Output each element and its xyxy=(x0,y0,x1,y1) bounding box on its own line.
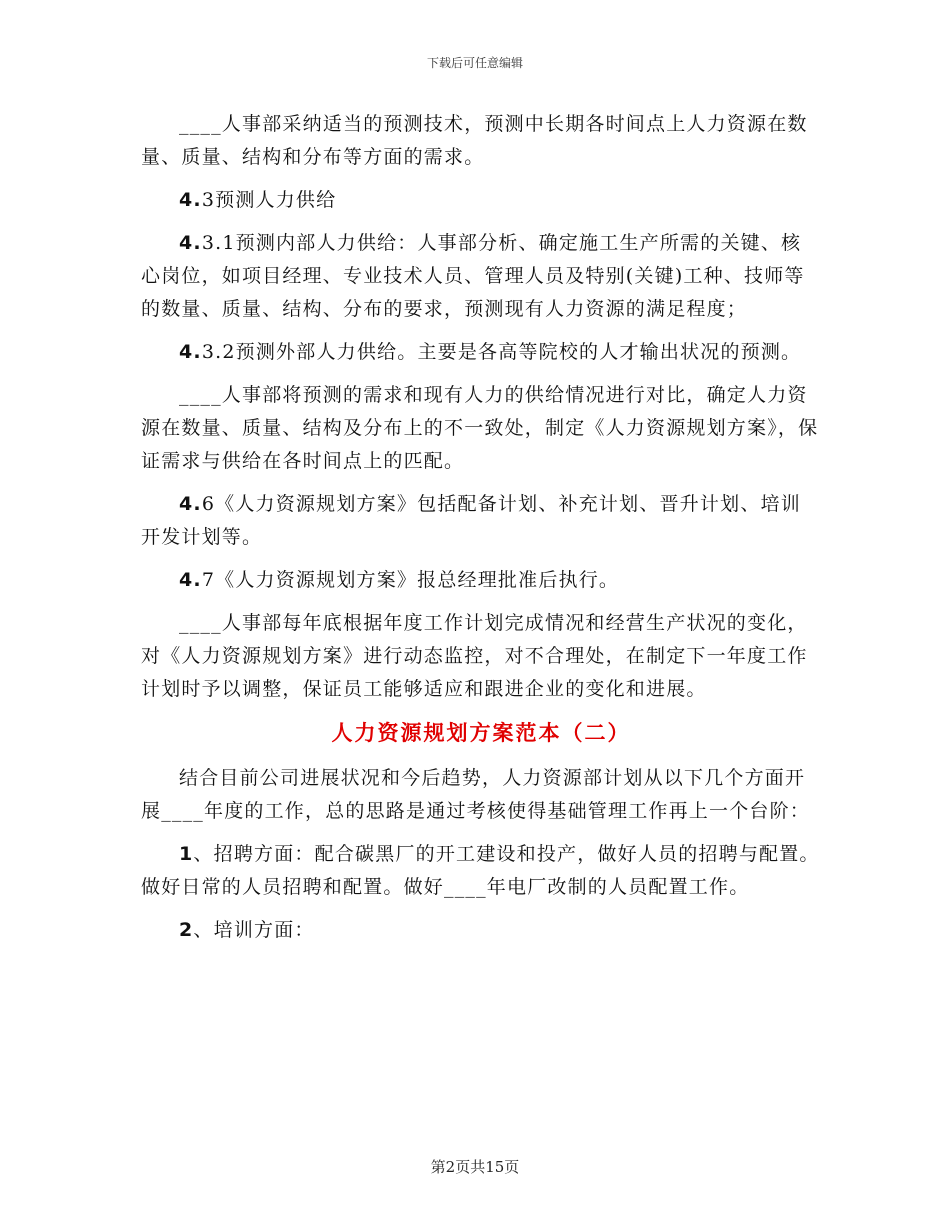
paragraph xyxy=(141,488,821,554)
paragraph xyxy=(141,564,821,597)
paragraph-number: 4. xyxy=(179,569,202,591)
paragraph xyxy=(141,336,821,369)
paragraph-number: 4. xyxy=(179,232,202,254)
paragraph xyxy=(141,184,821,217)
paragraph-text: 结合目前公司进展状况和今后趋势，人力资源部计划从以下几个方面开展____年度的工作，总的思路是通过考核使得基础管理工作再上一个台阶： xyxy=(141,767,811,822)
paragraph xyxy=(141,762,821,828)
page-footer: 第2页共15页 xyxy=(430,1158,520,1176)
paragraph-text: 7《人力资源规划方案》报总经理批准后执行。 xyxy=(201,569,620,591)
paragraph-text: ____人事部将预测的需求和现有人力的供给情况进行对比，确定人力资源在数量、质量、结构及分布上的不一致处，制定《人力资源规划方案》，保证需求与供给在各时间点上的匹配。 xyxy=(141,384,819,472)
paragraph-text: 3预测人力供给 xyxy=(201,189,337,211)
paragraph-text: ____人事部采纳适当的预测技术，预测中长期各时间点上人力资源在数量、质量、结构和分布等方面的需求。 xyxy=(141,113,808,168)
paragraph-text: 3.2预测外部人力供给。主要是各高等院校的人才输出状况的预测。 xyxy=(201,341,802,363)
paragraph-number: 4. xyxy=(179,493,202,515)
paragraph xyxy=(141,607,821,706)
paragraph-text: 6《人力资源规划方案》包括配备计划、补充计划、晋升计划、培训开发计划等。 xyxy=(141,493,801,548)
paragraph xyxy=(141,379,821,478)
paragraph-text: 、招聘方面：配合碳黑厂的开工建设和投产，做好人员的招聘与配置。做好日常的人员招聘和配置。做好____年电厂改制的人员配置工作。 xyxy=(141,843,820,898)
paragraph-number: 4. xyxy=(179,341,202,363)
paragraph-text: ____人事部每年底根据年度工作计划完成情况和经营生产状况的变化，对《人力资源规划方案》进行动态监控，对不合理处，在制定下一年度工作计划时予以调整，保证员工能够适应和跟进企业的变化和进展。 xyxy=(141,612,808,700)
paragraph-number: 1 xyxy=(179,843,194,865)
paragraph-text: 、培训方面： xyxy=(193,919,315,941)
paragraph xyxy=(141,227,821,326)
paragraph-number: 2 xyxy=(179,919,194,941)
section-title: 人力资源规划方案范本（二） xyxy=(331,720,631,745)
paragraph xyxy=(141,914,821,947)
paragraph-number: 4. xyxy=(179,189,202,211)
paragraph xyxy=(141,838,821,904)
paragraph xyxy=(141,108,821,174)
header-note: 下载后可任意编辑 xyxy=(426,56,523,70)
paragraph-text: 3.1预测内部人力供给：人事部分析、确定施工生产所需的关键、核心岗位，如项目经理、专业技术人员、管理人员及特别(关键)工种、技师等的数量、质量、结构、分布的要求，预测现有人力资源的满足程度； xyxy=(141,232,805,320)
document-body xyxy=(141,108,821,957)
